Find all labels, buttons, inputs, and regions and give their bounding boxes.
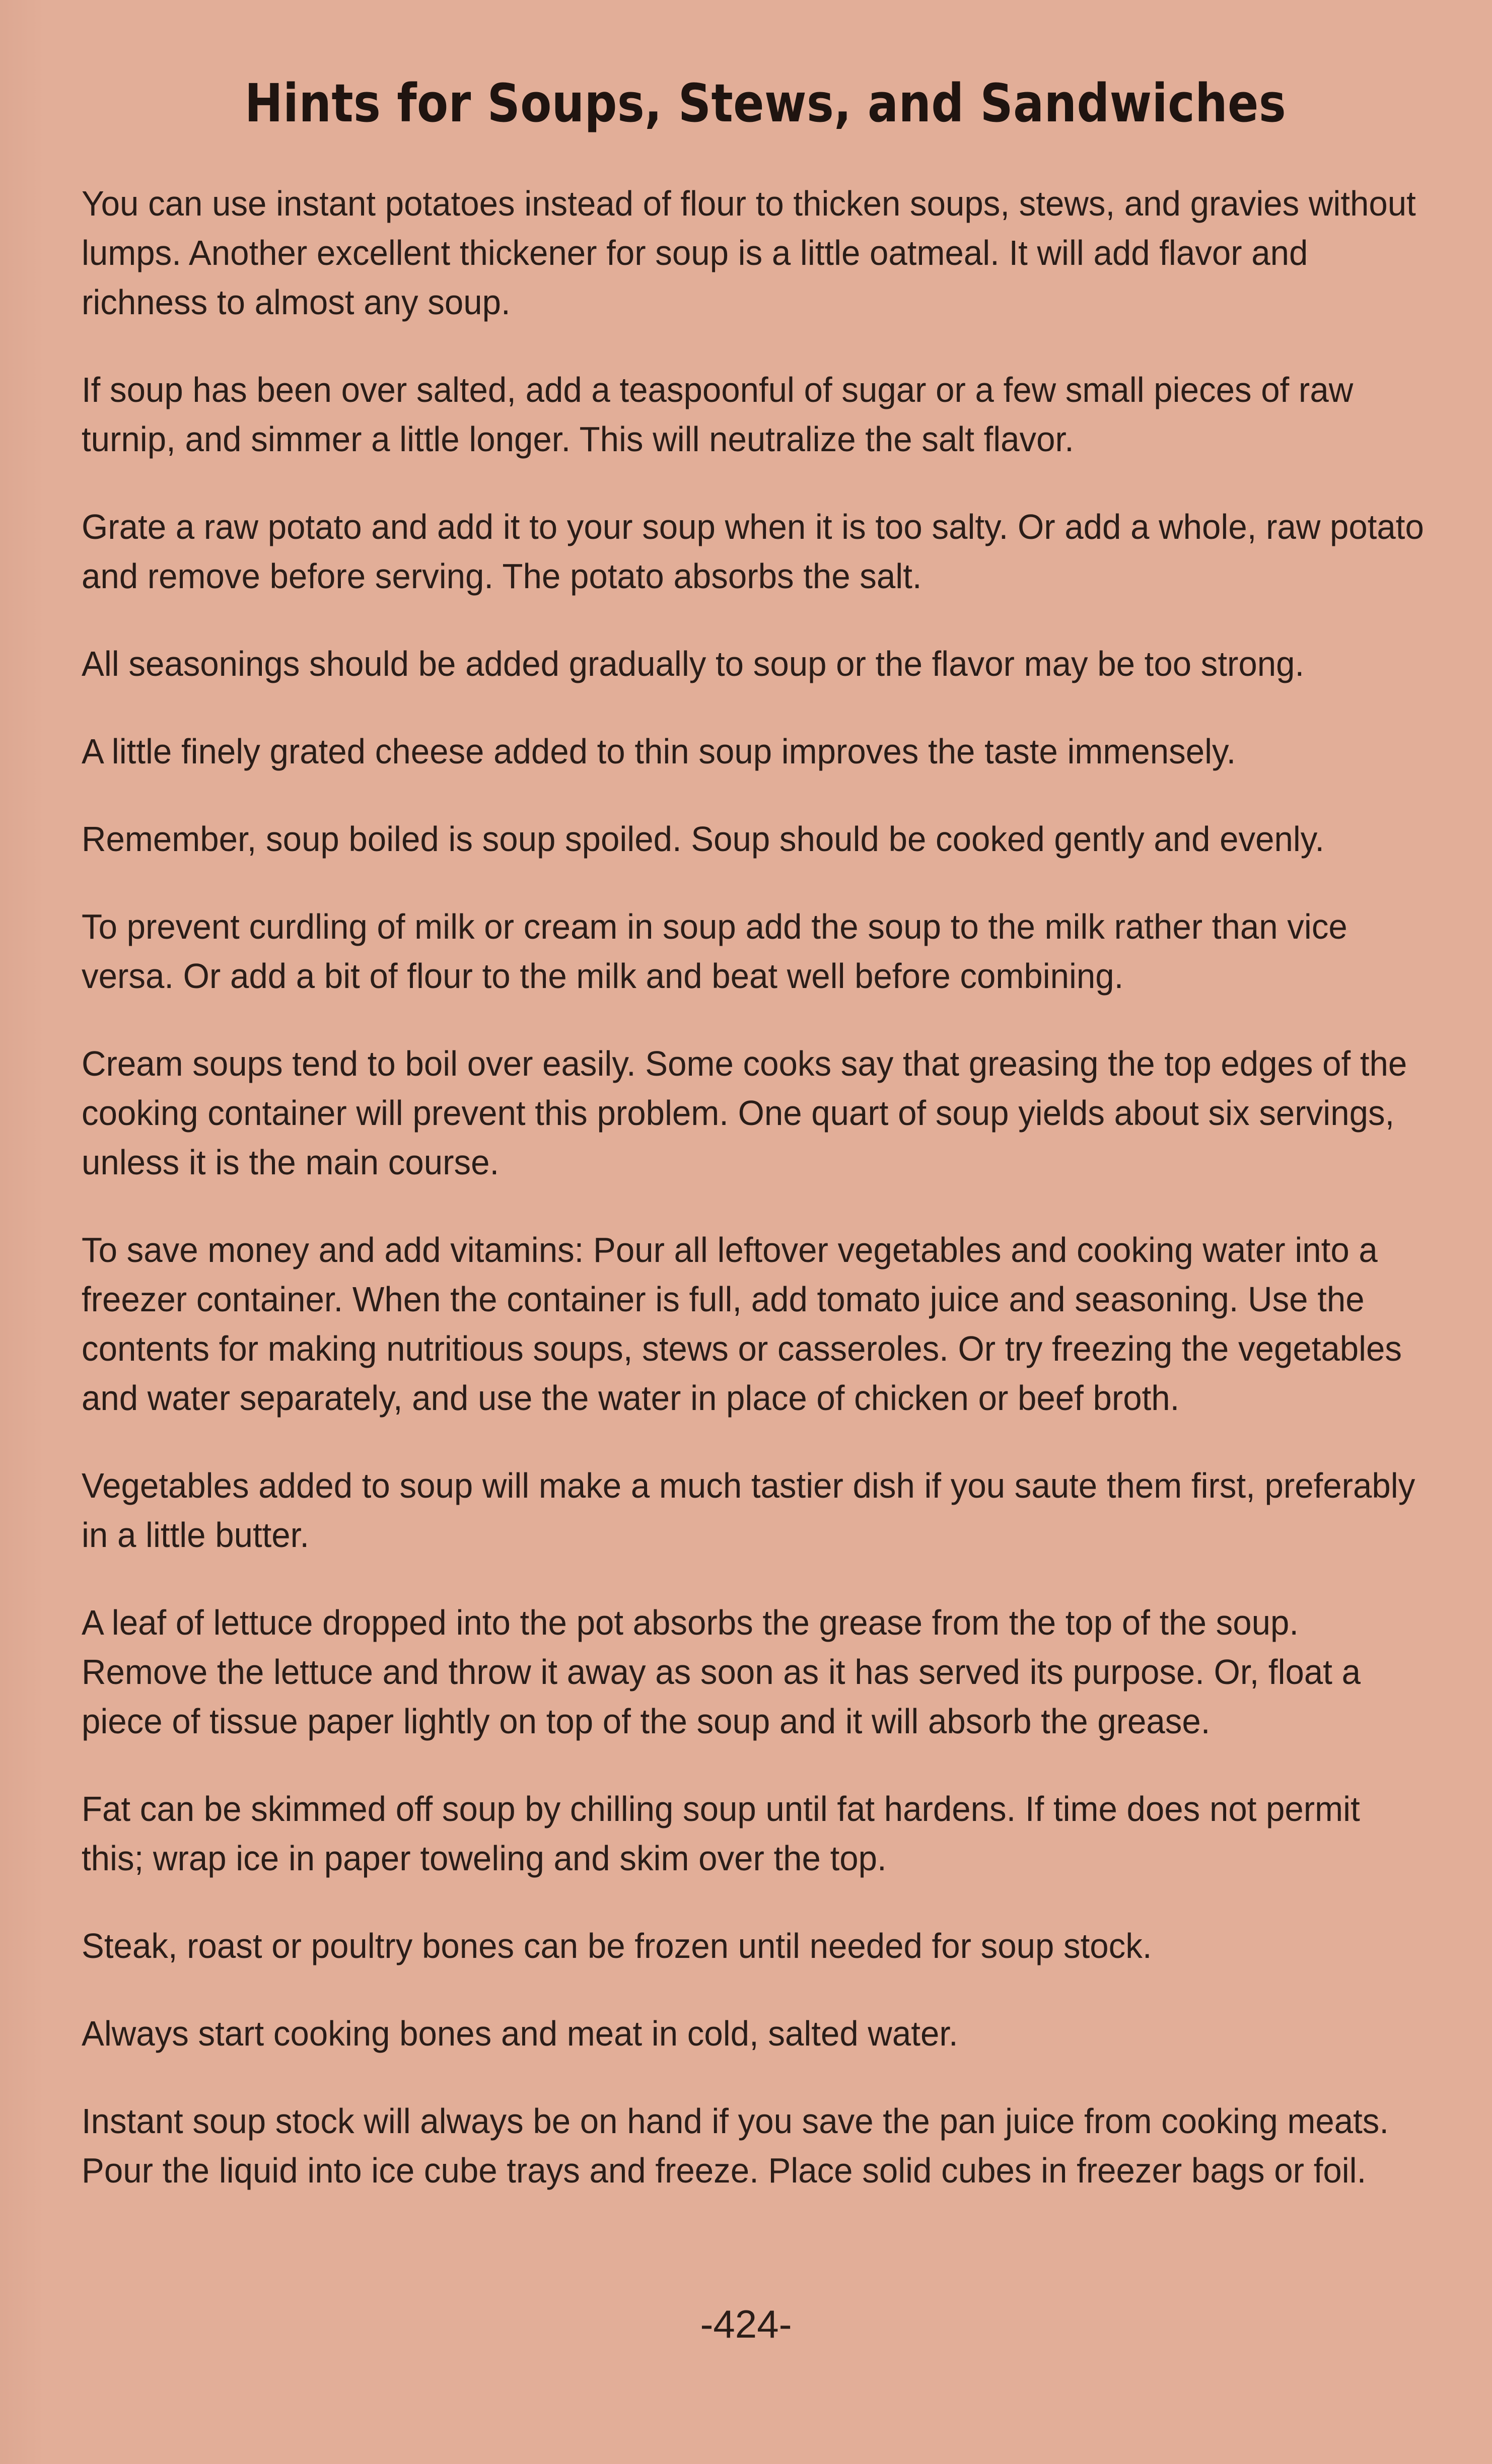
- hint-paragraph-3: Grate a raw potato and add it to your soup when it is too salty. Or add a whole, raw potato and remove before serving. The potato absorbs the salt.: [82, 507, 1424, 596]
- hint-paragraph-9: To save money and add vitamins: Pour all leftover vegetables and cooking water into a freezer container. When the container is full, add tomato juice and seasoning. Use the contents for making nutritious soups, stews or casseroles. Or try freezing the vegetables and water separately, and use the water in place of chicken or beef broth.: [82, 1230, 1402, 1418]
- hint-paragraph-13: Steak, roast or poultry bones can be frozen until needed for soup stock.: [82, 1926, 1152, 1965]
- page-number: -424-: [700, 2302, 792, 2346]
- hint-paragraph-6: Remember, soup boiled is soup spoiled. Soup should be cooked gently and evenly.: [82, 819, 1325, 859]
- hint-paragraph-15: Instant soup stock will always be on hand if you save the pan juice from cooking meats. Pour the liquid into ice cube trays and freeze. Place solid cubes in freezer bags or foil.: [82, 2101, 1389, 2190]
- hint-paragraph-12: Fat can be skimmed off soup by chilling soup until fat hardens. If time does not permit this; wrap ice in paper toweling and skim over the top.: [82, 1789, 1360, 1878]
- hint-paragraph-4: All seasonings should be added gradually to soup or the flavor may be too strong.: [82, 644, 1305, 683]
- hint-paragraph-10: Vegetables added to soup will make a much tastier dish if you saute them first, preferably in a little butter.: [82, 1466, 1415, 1555]
- hints-body: [82, 179, 1427, 2233]
- hint-paragraph-7: To prevent curdling of milk or cream in soup add the soup to the milk rather than vice versa. Or add a bit of flour to the milk and beat well before combining.: [82, 907, 1347, 996]
- page-title: Hints for Soups, Stews, and Sandwiches: [244, 73, 1287, 134]
- hint-paragraph-1: You can use instant potatoes instead of flour to thicken soups, stews, and gravies without lumps. Another excellent thickener for soup is a little oatmeal. It will add flavor and richness to almost any soup.: [82, 184, 1416, 322]
- hint-paragraph-11: A leaf of lettuce dropped into the pot absorbs the grease from the top of the soup. Remove the lettuce and throw it away as soon as it has served its purpose. Or, float a piece of tissue paper lightly on top of the soup and it will absorb the grease.: [82, 1603, 1361, 1741]
- hint-paragraph-2: If soup has been over salted, add a teaspoonful of sugar or a few small pieces of raw turnip, and simmer a little longer. This will neutralize the salt flavor.: [82, 370, 1354, 459]
- hint-paragraph-8: Cream soups tend to boil over easily. Some cooks say that greasing the top edges of the cooking container will prevent this problem. One quart of soup yields about six servings, unless it is the main course.: [82, 1044, 1407, 1182]
- hint-paragraph-14: Always start cooking bones and meat in cold, salted water.: [82, 2014, 958, 2053]
- hint-paragraph-5: A little finely grated cheese added to thin soup improves the taste immensely.: [82, 732, 1236, 771]
